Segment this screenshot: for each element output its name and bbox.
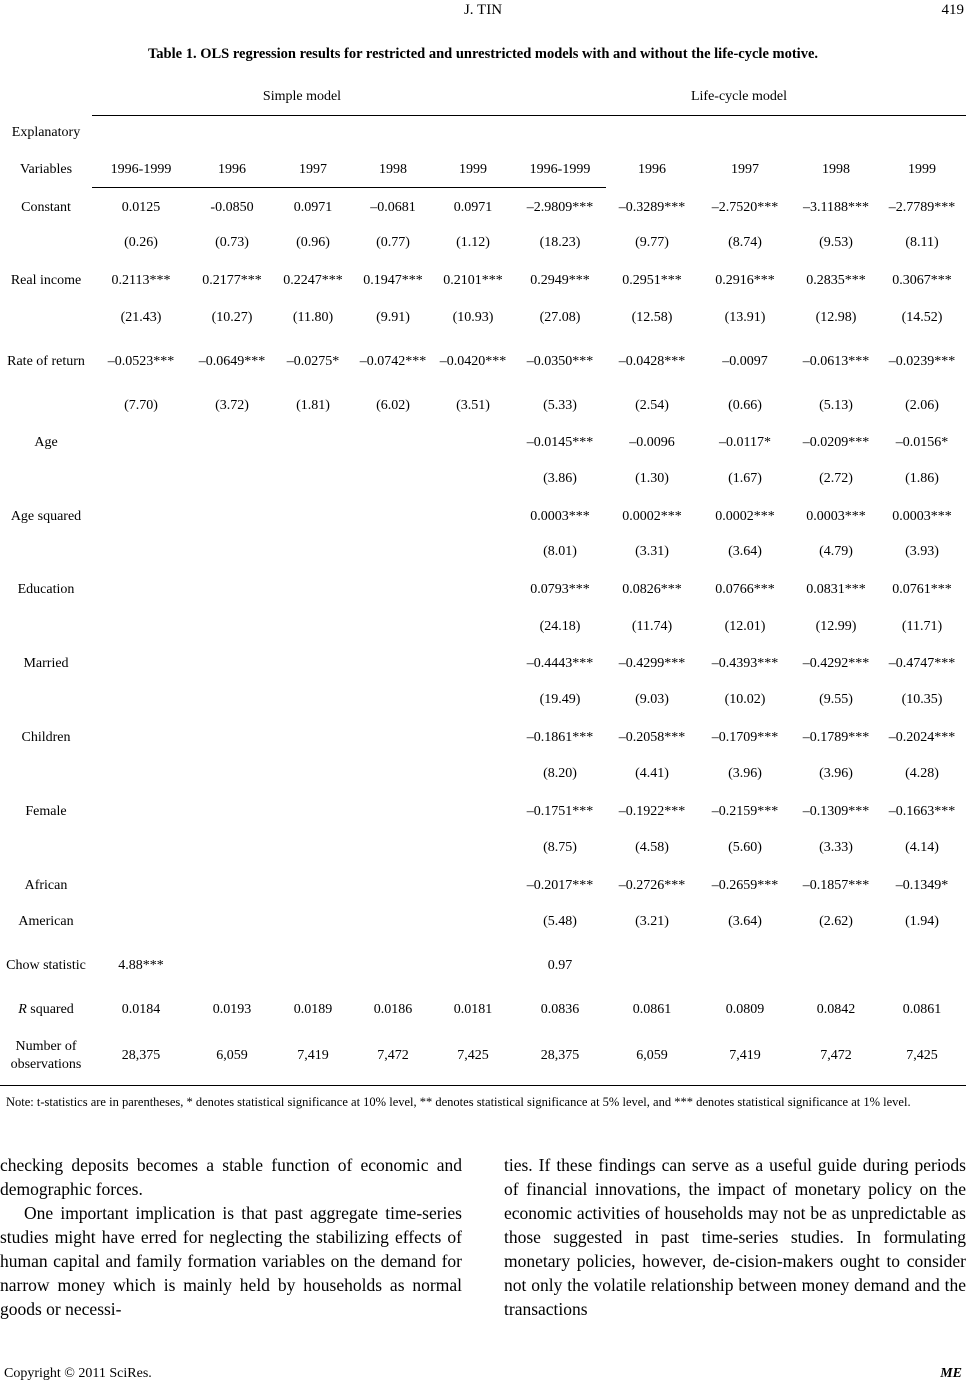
table-cell: –0.0096 [629,435,675,450]
table-cell: (2.06) [905,398,939,413]
table-cell: 0.0793*** [530,582,590,597]
table-cell: 0.2247*** [283,273,343,288]
column-header: 1996-1999 [110,162,172,177]
table-cell: –2.7520*** [711,200,779,215]
table-cell: 0.97 [547,958,573,973]
table-cell: 0.0826*** [622,582,682,597]
table-cell: 0.2835*** [806,273,866,288]
table-cell: –0.2024*** [888,730,956,745]
table-cell: 0.0003*** [530,509,590,524]
table-cell: (3.33) [819,840,853,855]
table-cell: (12.58) [631,310,673,325]
table-cell: (0.77) [376,235,410,250]
table-cell: –0.1922*** [618,804,686,819]
table-cell: (1.12) [456,235,490,250]
table-cell: 0.2113*** [111,273,171,288]
table-cell: –0.2017*** [526,878,594,893]
table-cell: (3.93) [905,544,939,559]
table-cell: (27.08) [539,310,581,325]
table-cell: –0.0428*** [618,354,686,369]
table-cell: (8.74) [728,235,762,250]
table-cell: (3.72) [215,398,249,413]
table-cell: 7,472 [820,1048,852,1063]
table-cell: –0.4443*** [526,656,594,671]
stub-header-variables: Variables [19,162,73,177]
table-cell: 7,419 [729,1048,761,1063]
row-label: Children [21,730,71,745]
table-cell: –0.1861*** [526,730,594,745]
table-cell: (1.67) [728,471,762,486]
table-cell: (21.43) [120,310,162,325]
table-cell: (0.26) [124,235,158,250]
column-header: 1998 [822,162,850,177]
table-cell: 0.0002*** [622,509,682,524]
table-cell: –0.0742*** [359,354,427,369]
table-cell: (2.72) [819,471,853,486]
table-cell: 0.0003*** [892,509,952,524]
table-cell: –0.4747*** [888,656,956,671]
table-cell: –0.2159*** [711,804,779,819]
column-header: 1999 [908,162,936,177]
body-column-right [504,1153,966,1321]
table-cell: –0.0145*** [526,435,594,450]
row-label: Age [34,435,58,450]
table-cell: –0.1789*** [802,730,870,745]
table-cell: –0.1349* [895,878,949,893]
table-cell: 0.0125 [121,200,161,215]
table-cell: –0.0681 [370,200,416,215]
body-paragraph: ties. If these findings can serve as a useful guide during periods of financial innovations, the impact of monetary policy on the economic activities of households may not be as unpredictable as those suggested in past time-series studies. In formulating monetary policies, however, de-cision-makers ought to consider not only the volatile relationship between money demand and the transactions [504,1155,966,1319]
column-header: 1997 [299,162,327,177]
row-label: Age squared [10,509,82,524]
table-cell: (0.66) [728,398,762,413]
table-cell: (24.18) [539,619,581,634]
table-rule-bottom [0,1085,966,1086]
table-cell: 6,059 [216,1048,248,1063]
table-cell: 4.88*** [118,958,164,973]
table-cell: (10.93) [452,310,494,325]
table-cell: (11.80) [292,310,334,325]
table-cell: (10.27) [211,310,253,325]
table-cell: –0.3289*** [618,200,686,215]
row-label: Number of observations [10,1039,82,1072]
table-cell: 0.0186 [373,1002,413,1017]
table-cell: -0.0850 [210,200,254,215]
table-cell: 7,472 [377,1048,409,1063]
table-cell: (3.64) [728,914,762,929]
table-cell: 0.0861 [632,1002,672,1017]
table-cell: 7,419 [297,1048,329,1063]
table-cell: 0.1947*** [363,273,423,288]
table-cell: –0.1709*** [711,730,779,745]
row-label: Real income [10,273,82,288]
row-label: Female [25,804,67,819]
table-cell: 0.0971 [293,200,333,215]
table-cell: –0.1857*** [802,878,870,893]
table-cell: (8.75) [543,840,577,855]
running-head-author: J. TIN [463,2,503,18]
row-label: Rate of return [7,354,85,369]
row-label: American [18,914,74,929]
table-cell: (1.30) [635,471,669,486]
table-cell: (5.60) [728,840,762,855]
table-cell: 0.0189 [293,1002,333,1017]
table-cell: 0.2916*** [715,273,775,288]
table-cell: 0.0766*** [715,582,775,597]
table-cell: (9.03) [635,692,669,707]
table-cell: –0.0613*** [802,354,870,369]
page-number: 419 [941,2,964,18]
table-cell: (12.99) [815,619,857,634]
table-cell: (3.96) [728,766,762,781]
table-cell: 0.0836 [540,1002,580,1017]
row-label: Chow statistic [6,958,86,973]
table-rule-group [92,115,966,116]
table-cell: –0.4299*** [618,656,686,671]
table-cell: 0.3067*** [892,273,952,288]
table-cell: 0.0193 [212,1002,252,1017]
table-cell: (5.48) [543,914,577,929]
table-cell: 0.2101*** [443,273,503,288]
table-cell: –0.0097 [722,354,768,369]
table-cell: (6.02) [376,398,410,413]
table-cell: 0.0971 [453,200,493,215]
table-caption: Table 1. OLS regression results for restricted and unrestricted models with and without the life-cycle motive. [147,46,819,62]
table-rule-simple-columns [92,187,606,188]
table-cell: 0.0184 [121,1002,161,1017]
table-cell: –2.7789*** [888,200,956,215]
table-cell: (8.01) [543,544,577,559]
body-paragraph: checking deposits becomes a stable function of economic and demographic forces. [0,1155,462,1199]
table-cell: (5.13) [819,398,853,413]
body-column-left [0,1153,462,1321]
column-header: 1998 [379,162,407,177]
table-cell: (5.33) [543,398,577,413]
table-cell: (4.41) [635,766,669,781]
table-cell: (10.02) [724,692,766,707]
row-label: Married [23,656,69,671]
table-cell: (3.21) [635,914,669,929]
row-label: African [24,878,68,893]
table-cell: (11.71) [901,619,943,634]
stub-header-explanatory: Explanatory [11,125,81,140]
table-cell: (10.35) [901,692,943,707]
group-header-simple-model: Simple model [262,89,342,104]
table-cell: 7,425 [906,1048,938,1063]
table-cell: –2.9809*** [526,200,594,215]
row-label: Constant [21,200,71,215]
table-cell: (19.49) [539,692,581,707]
table-cell: 0.0181 [453,1002,493,1017]
table-cell: (14.52) [901,310,943,325]
table-cell: (2.54) [635,398,669,413]
table-cell: (4.28) [905,766,939,781]
table-cell: (11.74) [631,619,673,634]
table-cell: –0.0275* [286,354,340,369]
column-header: 1996 [218,162,246,177]
table-cell: (4.14) [905,840,939,855]
table-cell: 0.0002*** [715,509,775,524]
table-cell: 0.0003*** [806,509,866,524]
footer-journal: ME [940,1366,962,1381]
table-cell: (13.91) [724,310,766,325]
table-cell: 0.2951*** [622,273,682,288]
table-cell: (9.55) [819,692,853,707]
table-cell: –0.4393*** [711,656,779,671]
table-cell: –0.1751*** [526,804,594,819]
table-cell: 0.2949*** [530,273,590,288]
table-cell: (9.91) [376,310,410,325]
row-label: Education [17,582,75,597]
table-cell: (12.01) [724,619,766,634]
table-cell: –0.0649*** [198,354,266,369]
table-cell: –0.4292*** [802,656,870,671]
row-label: R squared [18,1002,74,1017]
table-cell: 0.0861 [902,1002,942,1017]
table-cell: 7,425 [457,1048,489,1063]
column-header: 1999 [459,162,487,177]
table-cell: –0.0117* [719,435,771,450]
table-cell: –0.2659*** [711,878,779,893]
table-cell: –0.0350*** [526,354,594,369]
footer-copyright: Copyright © 2011 SciRes. [4,1366,152,1381]
table-cell: 0.0842 [816,1002,856,1017]
table-cell: (3.51) [456,398,490,413]
table-cell: –0.1663*** [888,804,956,819]
table-cell: –0.0239*** [888,354,956,369]
table-cell: 0.2177*** [202,273,262,288]
table-cell: (3.86) [543,471,577,486]
table-cell: (1.86) [905,471,939,486]
table-cell: (3.96) [819,766,853,781]
table-cell: (12.98) [815,310,857,325]
table-cell: 28,375 [121,1048,161,1063]
table-note: Note: t-statistics are in parentheses, * denotes statistical significance at 10% level, ** denotes statistical significance at 5% level, and *** denotes statistical significance at 1% level. [6,1095,911,1109]
table-cell: (7.70) [124,398,158,413]
table-cell: (1.94) [905,914,939,929]
table-cell: –0.1309*** [802,804,870,819]
column-header: 1996-1999 [529,162,591,177]
body-paragraph: One important implication is that past aggregate time-series studies might have erred for neglecting the stabilizing effects of human capital and family formation variables on the demand for narrow money which is mainly held by households as normal goods or necessi- [0,1203,462,1319]
table-cell: 0.0761*** [892,582,952,597]
table-cell: (9.77) [635,235,669,250]
column-header: 1996 [638,162,666,177]
column-header: 1997 [731,162,759,177]
table-cell: (8.20) [543,766,577,781]
table-cell: –0.0420*** [439,354,507,369]
table-cell: (2.62) [819,914,853,929]
table-cell: (4.79) [819,544,853,559]
table-cell: (3.64) [728,544,762,559]
table-cell: 0.0809 [725,1002,765,1017]
table-cell: (0.96) [296,235,330,250]
table-cell: 28,375 [540,1048,580,1063]
table-cell: –0.0523*** [107,354,175,369]
table-cell: (9.53) [819,235,853,250]
table-cell: –0.0156* [895,435,949,450]
table-cell: (1.81) [296,398,330,413]
table-cell: –3.1188*** [803,200,869,215]
table-cell: 6,059 [636,1048,668,1063]
group-header-life-cycle-model: Life-cycle model [690,89,787,104]
table-cell: –0.2726*** [618,878,686,893]
table-cell: –0.2058*** [618,730,686,745]
table-cell: (4.58) [635,840,669,855]
table-cell: (8.11) [905,235,939,250]
table-cell: (0.73) [215,235,249,250]
table-cell: (18.23) [539,235,581,250]
table-cell: (3.31) [635,544,669,559]
table-cell: 0.0831*** [806,582,866,597]
table-cell: –0.0209*** [802,435,870,450]
